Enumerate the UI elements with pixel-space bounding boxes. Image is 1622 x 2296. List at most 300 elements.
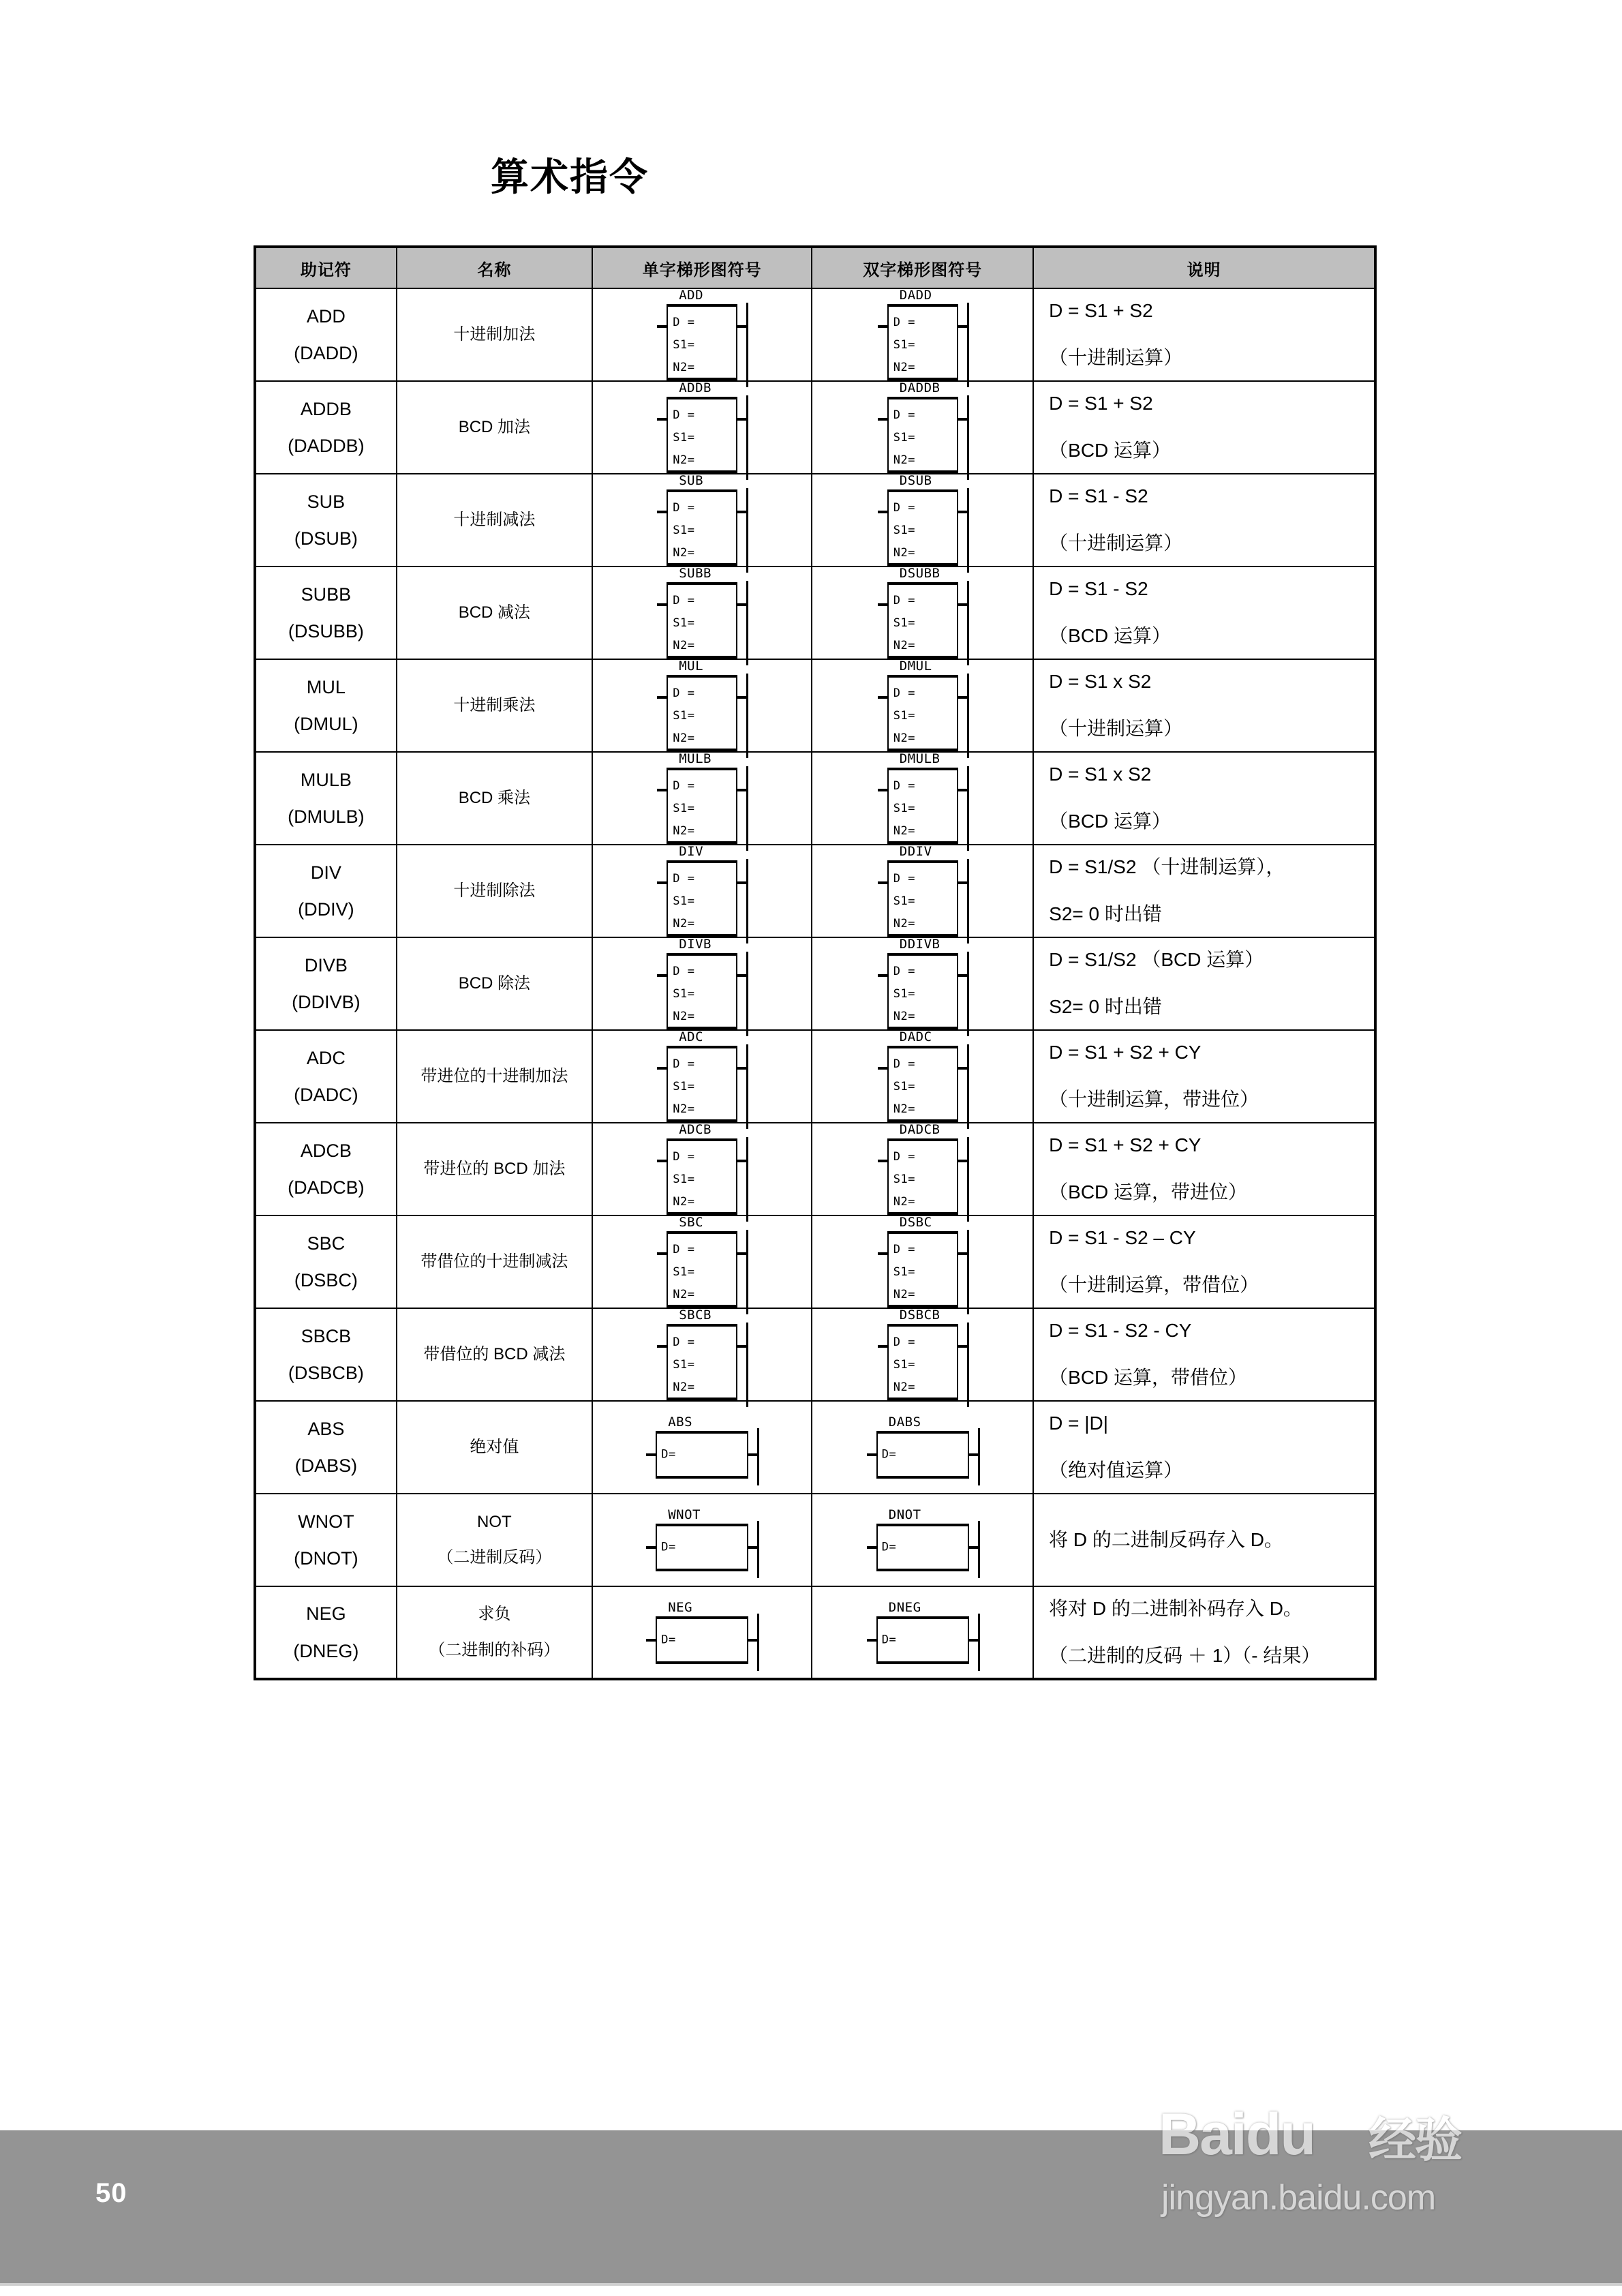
table-row: [255, 752, 1375, 845]
description-line-1: D = S1 + S2 + CY: [1049, 1042, 1202, 1063]
ladder-symbol-box: [887, 860, 958, 937]
ladder-symbol-single: [667, 474, 737, 566]
ladder-field: S1=: [673, 524, 695, 538]
ladder-fields: [893, 1239, 957, 1306]
ladder-output-rail: [746, 1044, 748, 1129]
column-header-description: 说明: [1033, 247, 1375, 288]
ladder-field: S1=: [673, 338, 695, 352]
ladder-symbol-single: [667, 382, 737, 473]
ladder-output-rail: [746, 303, 748, 387]
ladder-symbol-body: [667, 860, 737, 937]
ladder-symbol-box: [667, 1138, 737, 1215]
description-line-1: D = S1 x S2: [1049, 671, 1152, 693]
cell-mnemonic: [255, 1123, 397, 1215]
ladder-symbol-single: [667, 567, 737, 659]
cell-description: [1033, 1494, 1375, 1586]
ladder-field: D =: [893, 872, 915, 886]
cell-description: [1033, 1401, 1375, 1494]
ladder-output-rail: [746, 488, 748, 573]
cell-description: [1033, 567, 1375, 659]
ladder-field: N2=: [673, 639, 695, 653]
ladder-input-lead: [878, 1345, 889, 1348]
table-row: [255, 1586, 1375, 1679]
ladder-field: N2=: [893, 1288, 915, 1302]
ladder-symbol-box: [667, 582, 737, 659]
ladder-symbol-box: [887, 1231, 958, 1308]
ladder-fields: [673, 775, 736, 843]
ladder-symbol-double: [887, 289, 958, 380]
ladder-field: N2=: [893, 361, 915, 375]
instruction-name: 带进位的 BCD 加法: [423, 1159, 566, 1178]
description-line-1: D = S1 - S2: [1049, 485, 1148, 507]
ladder-symbol-label: SBCB: [679, 1308, 711, 1323]
mnemonic-double: (DSBCB): [288, 1363, 364, 1383]
ladder-field: D =: [673, 408, 695, 422]
ladder-symbol-box: [876, 1616, 969, 1664]
cell-name: [397, 1215, 592, 1308]
ladder-output-lead: [736, 1345, 747, 1348]
instruction-name: 十进制加法: [453, 324, 536, 344]
ladder-input-lead: [646, 1639, 657, 1642]
description-line-2: （BCD 运算）: [1049, 811, 1172, 832]
ladder-field: S1=: [893, 709, 915, 723]
ladder-field: N2=: [893, 639, 915, 653]
mnemonic-double: (DNEG): [293, 1640, 359, 1661]
ladder-field: D=: [881, 1633, 897, 1646]
table-row: [255, 288, 1375, 381]
ladder-fields: [893, 312, 957, 379]
cell-double-word-symbol: [812, 659, 1033, 752]
ladder-fields: [882, 1542, 896, 1554]
ladder-fields: [893, 775, 957, 843]
ladder-output-lead: [957, 603, 968, 606]
ladder-symbol-single: [656, 1509, 748, 1571]
ladder-output-lead: [736, 696, 747, 699]
instruction-name: 十进制减法: [453, 510, 536, 529]
page-title: 算术指令: [491, 155, 649, 198]
ladder-symbol-label: DSBC: [899, 1215, 932, 1230]
mnemonic-double: (DADD): [294, 343, 358, 363]
ladder-output-lead: [968, 1453, 979, 1456]
instruction-name: 带借位的 BCD 减法: [423, 1344, 566, 1363]
ladder-symbol-box: [876, 1524, 969, 1571]
ladder-symbol-box: [667, 1046, 737, 1122]
ladder-symbol-single: [667, 938, 737, 1029]
description-line-2: S2= 0 时出错: [1049, 903, 1162, 924]
description-line-1: D = S1 - S2 - CY: [1049, 1320, 1192, 1342]
cell-mnemonic: [255, 1308, 397, 1401]
mnemonic-single: SUBB: [301, 584, 352, 605]
table-row: [255, 1030, 1375, 1123]
ladder-symbol-body: [887, 675, 958, 751]
description-line-1: D = S1/S2 （BCD 运算）: [1049, 949, 1264, 971]
ladder-symbol-double: [887, 753, 958, 844]
ladder-input-lead: [657, 603, 668, 606]
ladder-fields: [893, 590, 957, 657]
cell-description: [1033, 1586, 1375, 1679]
ladder-symbol-body: [887, 1138, 958, 1215]
ladder-symbol-double: [887, 382, 958, 473]
ladder-field: N2=: [673, 824, 695, 839]
ladder-field: D =: [673, 594, 695, 607]
ladder-symbol-label: ADC: [679, 1029, 704, 1044]
cell-double-word-symbol: [812, 752, 1033, 845]
ladder-output-lead: [957, 1067, 968, 1070]
description-line-2: （BCD 运算）: [1049, 625, 1172, 646]
table-row: [255, 1123, 1375, 1215]
table-row: [255, 381, 1375, 474]
ladder-symbol-box: [667, 860, 737, 937]
cell-double-word-symbol: [812, 1308, 1033, 1401]
ladder-field: S1=: [893, 1080, 915, 1094]
ladder-fields: [661, 1634, 675, 1646]
ladder-input-lead: [878, 418, 889, 421]
cell-mnemonic: [255, 1494, 397, 1586]
ladder-input-lead: [657, 974, 668, 977]
cell-mnemonic: [255, 288, 397, 381]
description-line-1: D = S1 - S2: [1049, 578, 1148, 600]
mnemonic-single: SUB: [307, 491, 346, 512]
ladder-field: D =: [893, 501, 915, 515]
ladder-output-lead: [957, 1345, 968, 1348]
ladder-symbol-label: MUL: [679, 659, 704, 674]
ladder-field: D =: [893, 1057, 915, 1071]
ladder-fields: [673, 404, 736, 472]
cell-name: [397, 1030, 592, 1123]
cell-single-word-symbol: [592, 381, 812, 474]
ladder-symbol-label: DSUBB: [899, 566, 940, 581]
mnemonic-single: WNOT: [298, 1511, 354, 1532]
ladder-field: D =: [673, 686, 695, 700]
ladder-symbol-body: [887, 860, 958, 937]
ladder-symbol-box: [667, 1324, 737, 1400]
ladder-symbol-label: DABS: [888, 1415, 921, 1430]
cell-mnemonic: [255, 659, 397, 752]
ladder-field: S1=: [893, 431, 915, 445]
cell-description: [1033, 288, 1375, 381]
ladder-symbol-single: [667, 1309, 737, 1400]
cell-single-word-symbol: [592, 752, 812, 845]
ladder-symbol-label: DNEG: [888, 1599, 921, 1615]
ladder-input-lead: [878, 325, 889, 328]
ladder-field: D =: [893, 408, 915, 422]
ladder-input-lead: [657, 511, 668, 513]
ladder-symbol-box: [656, 1524, 748, 1571]
ladder-field: D =: [893, 686, 915, 700]
ladder-fields: [882, 1634, 896, 1646]
table-header-row: [255, 247, 1375, 288]
mnemonic-single: MULB: [300, 769, 352, 790]
column-header-single-word-ladder-symbol: 单字梯形图符号: [592, 247, 812, 288]
ladder-output-lead: [957, 418, 968, 421]
cell-description: [1033, 474, 1375, 567]
description-line-2: （BCD 运算）: [1049, 440, 1172, 461]
cell-single-word-symbol: [592, 1215, 812, 1308]
ladder-symbol-double: [887, 474, 958, 566]
ladder-output-lead: [736, 511, 747, 513]
ladder-symbol-body: [876, 1431, 969, 1479]
cell-mnemonic: [255, 845, 397, 937]
cell-single-word-symbol: [592, 1308, 812, 1401]
cell-single-word-symbol: [592, 474, 812, 567]
mnemonic-double: (DADCB): [288, 1177, 365, 1198]
ladder-symbol-label: ADCB: [679, 1122, 711, 1137]
ladder-fields: [893, 682, 957, 750]
ladder-symbol-body: [667, 397, 737, 473]
ladder-symbol-body: [656, 1431, 748, 1479]
mnemonic-single: SBCB: [301, 1325, 352, 1346]
table-row: [255, 567, 1375, 659]
ladder-output-lead: [747, 1639, 758, 1642]
mnemonic-double: (DDIVB): [292, 992, 361, 1012]
ladder-fields: [673, 868, 736, 935]
ladder-field: D =: [893, 1243, 915, 1256]
ladder-field: S1=: [673, 802, 695, 816]
ladder-field: S1=: [893, 1358, 915, 1372]
cell-double-word-symbol: [812, 1401, 1033, 1494]
ladder-fields: [661, 1449, 675, 1461]
ladder-symbol-box: [656, 1431, 748, 1479]
ladder-symbol-box: [887, 675, 958, 751]
instruction-name: 十进制乘法: [453, 695, 536, 714]
cell-single-word-symbol: [592, 1123, 812, 1215]
ladder-output-lead: [736, 1067, 747, 1070]
ladder-symbol-double: [887, 1216, 958, 1308]
ladder-output-rail: [967, 395, 969, 480]
ladder-symbol-label: DIVB: [679, 937, 711, 952]
ladder-field: N2=: [673, 453, 695, 468]
ladder-symbol-body: [887, 582, 958, 659]
ladder-output-lead: [957, 881, 968, 884]
cell-mnemonic: [255, 567, 397, 659]
ladder-field: D =: [673, 1335, 695, 1349]
ladder-symbol-body: [667, 1046, 737, 1122]
ladder-output-rail: [967, 581, 969, 665]
ladder-output-lead: [968, 1639, 979, 1642]
ladder-symbol-double: [876, 1601, 969, 1664]
cell-double-word-symbol: [812, 845, 1033, 937]
ladder-symbol-box: [667, 675, 737, 751]
ladder-symbol-label: DDIVB: [899, 937, 940, 952]
ladder-symbol-single: [667, 1123, 737, 1215]
ladder-fields: [673, 682, 736, 750]
ladder-symbol-label: DNOT: [888, 1507, 921, 1522]
mnemonic-double: (DADC): [294, 1085, 358, 1105]
column-header-double-word-ladder-symbol: 双字梯形图符号: [812, 247, 1033, 288]
description-line-2: S2= 0 时出错: [1049, 996, 1162, 1017]
ladder-input-lead: [878, 1160, 889, 1162]
cell-mnemonic: [255, 1030, 397, 1123]
ladder-field: S1=: [673, 616, 695, 631]
ladder-field: S1=: [673, 431, 695, 445]
mnemonic-single: DIV: [310, 862, 341, 883]
ladder-field: D =: [673, 501, 695, 515]
ladder-fields: [661, 1542, 675, 1554]
cell-single-word-symbol: [592, 1494, 812, 1586]
ladder-output-lead: [736, 325, 747, 328]
ladder-symbol-body: [887, 1324, 958, 1400]
ladder-output-lead: [957, 974, 968, 977]
ladder-symbol-single: [667, 1031, 737, 1122]
description-line-2: （绝对值运算）: [1049, 1460, 1183, 1481]
ladder-field: N2=: [893, 1380, 915, 1395]
ladder-symbol-single: [656, 1601, 748, 1664]
mnemonic-single: ABS: [307, 1418, 345, 1439]
ladder-symbol-box: [887, 1046, 958, 1122]
ladder-input-lead: [657, 881, 668, 884]
footer-rule: [0, 2283, 1622, 2286]
ladder-symbol-box: [876, 1431, 969, 1479]
ladder-fields: [673, 961, 736, 1028]
ladder-symbol-double: [887, 660, 958, 751]
cell-mnemonic: [255, 937, 397, 1030]
ladder-field: S1=: [673, 894, 695, 909]
cell-mnemonic: [255, 1215, 397, 1308]
ladder-field: D=: [661, 1540, 676, 1554]
ladder-field: N2=: [893, 1102, 915, 1117]
description-line-1: D = S1 x S2: [1049, 764, 1152, 785]
ladder-output-lead: [736, 974, 747, 977]
ladder-fields: [673, 1239, 736, 1306]
ladder-field: N2=: [673, 1195, 695, 1209]
ladder-field: S1=: [673, 1265, 695, 1280]
cell-name: [397, 1401, 592, 1494]
description-line-2: （二进制的反码 ＋ 1）（- 结果）: [1049, 1644, 1321, 1666]
ladder-field: S1=: [673, 1080, 695, 1094]
ladder-symbol-box: [667, 953, 737, 1029]
ladder-symbol-body: [667, 1231, 737, 1308]
ladder-output-lead: [957, 789, 968, 791]
ladder-symbol-box: [667, 1231, 737, 1308]
instruction-name-sub: （二进制反码）: [437, 1548, 552, 1567]
table-row: [255, 1494, 1375, 1586]
ladder-fields: [893, 868, 957, 935]
cell-single-word-symbol: [592, 567, 812, 659]
instruction-name: 绝对值: [470, 1437, 519, 1456]
ladder-symbol-box: [887, 397, 958, 473]
ladder-output-lead: [957, 1160, 968, 1162]
ladder-fields: [893, 961, 957, 1028]
ladder-field: D =: [673, 1243, 695, 1256]
ladder-output-lead: [736, 1252, 747, 1255]
ladder-symbol-body: [656, 1524, 748, 1571]
instruction-name: BCD 减法: [458, 603, 531, 622]
ladder-field: N2=: [673, 1288, 695, 1302]
arithmetic-instruction-table: [254, 245, 1377, 1680]
table-row: [255, 474, 1375, 567]
cell-name: [397, 752, 592, 845]
ladder-symbol-box: [667, 768, 737, 844]
ladder-symbol-body: [667, 953, 737, 1029]
cell-description: [1033, 937, 1375, 1030]
ladder-output-rail: [967, 1137, 969, 1222]
ladder-symbol-box: [887, 489, 958, 566]
ladder-field: S1=: [673, 1173, 695, 1187]
cell-single-word-symbol: [592, 845, 812, 937]
ladder-field: N2=: [893, 1195, 915, 1209]
table-body: [255, 288, 1375, 1679]
cell-double-word-symbol: [812, 1494, 1033, 1586]
ladder-symbol-box: [667, 397, 737, 473]
description-line-2: （十进制运算）: [1049, 718, 1183, 739]
description-line-1: 将 D 的二进制反码存入 D。: [1049, 1528, 1283, 1550]
ladder-output-lead: [968, 1546, 979, 1549]
ladder-output-rail: [757, 1521, 759, 1578]
ladder-symbol-single: [667, 660, 737, 751]
ladder-input-lead: [878, 881, 889, 884]
ladder-symbol-body: [667, 768, 737, 844]
table-row: [255, 1215, 1375, 1308]
ladder-output-lead: [736, 1160, 747, 1162]
cell-name: [397, 1308, 592, 1401]
ladder-symbol-label: SUBB: [679, 566, 711, 581]
ladder-symbol-label: DADC: [899, 1029, 932, 1044]
mnemonic-double: (DNOT): [294, 1548, 358, 1569]
ladder-field: D =: [893, 779, 915, 793]
cell-single-word-symbol: [592, 1030, 812, 1123]
table-row: [255, 845, 1375, 937]
ladder-output-rail: [967, 1044, 969, 1129]
ladder-input-lead: [878, 511, 889, 513]
ladder-field: N2=: [893, 731, 915, 746]
ladder-field: N2=: [673, 361, 695, 375]
ladder-field: S1=: [893, 1173, 915, 1187]
ladder-field: D=: [881, 1540, 897, 1554]
ladder-input-lead: [657, 1067, 668, 1070]
instruction-name: BCD 加法: [458, 417, 531, 436]
ladder-output-rail: [746, 581, 748, 665]
baidu-jingyan-text: 经验: [1368, 2113, 1461, 2166]
ladder-field: D =: [893, 1335, 915, 1349]
ladder-field: N2=: [673, 546, 695, 560]
cell-name: [397, 937, 592, 1030]
mnemonic-double: (DSBC): [294, 1270, 358, 1290]
ladder-field: D =: [673, 316, 695, 329]
description-line-1: D = S1/S2 （十进制运算），: [1049, 856, 1285, 878]
ladder-symbol-label: DADD: [899, 288, 932, 303]
ladder-output-rail: [967, 766, 969, 851]
cell-double-word-symbol: [812, 1030, 1033, 1123]
description-line-2: （十进制运算）: [1049, 532, 1183, 554]
ladder-output-lead: [736, 789, 747, 791]
ladder-field: N2=: [673, 1102, 695, 1117]
ladder-symbol-label: ABS: [668, 1415, 693, 1430]
ladder-symbol-single: [667, 845, 737, 937]
ladder-output-rail: [746, 1323, 748, 1407]
description-line-2: （BCD 运算，带借位）: [1049, 1367, 1248, 1388]
cell-mnemonic: [255, 752, 397, 845]
table-row: [255, 1308, 1375, 1401]
ladder-symbol-double: [887, 938, 958, 1029]
ladder-symbol-body: [887, 489, 958, 566]
description-line-1: D = S1 + S2: [1049, 300, 1153, 322]
ladder-output-lead: [957, 696, 968, 699]
ladder-fields: [673, 1331, 736, 1399]
mnemonic-double: (DABS): [294, 1455, 358, 1476]
ladder-output-lead: [957, 325, 968, 328]
ladder-fields: [673, 590, 736, 657]
cell-double-word-symbol: [812, 937, 1033, 1030]
ladder-field: S1=: [673, 709, 695, 723]
ladder-output-lead: [747, 1546, 758, 1549]
cell-description: [1033, 845, 1375, 937]
ladder-field: D =: [673, 1150, 695, 1164]
ladder-input-lead: [878, 603, 889, 606]
ladder-field: N2=: [893, 453, 915, 468]
ladder-input-lead: [867, 1639, 878, 1642]
cell-description: [1033, 1030, 1375, 1123]
ladder-input-lead: [657, 696, 668, 699]
